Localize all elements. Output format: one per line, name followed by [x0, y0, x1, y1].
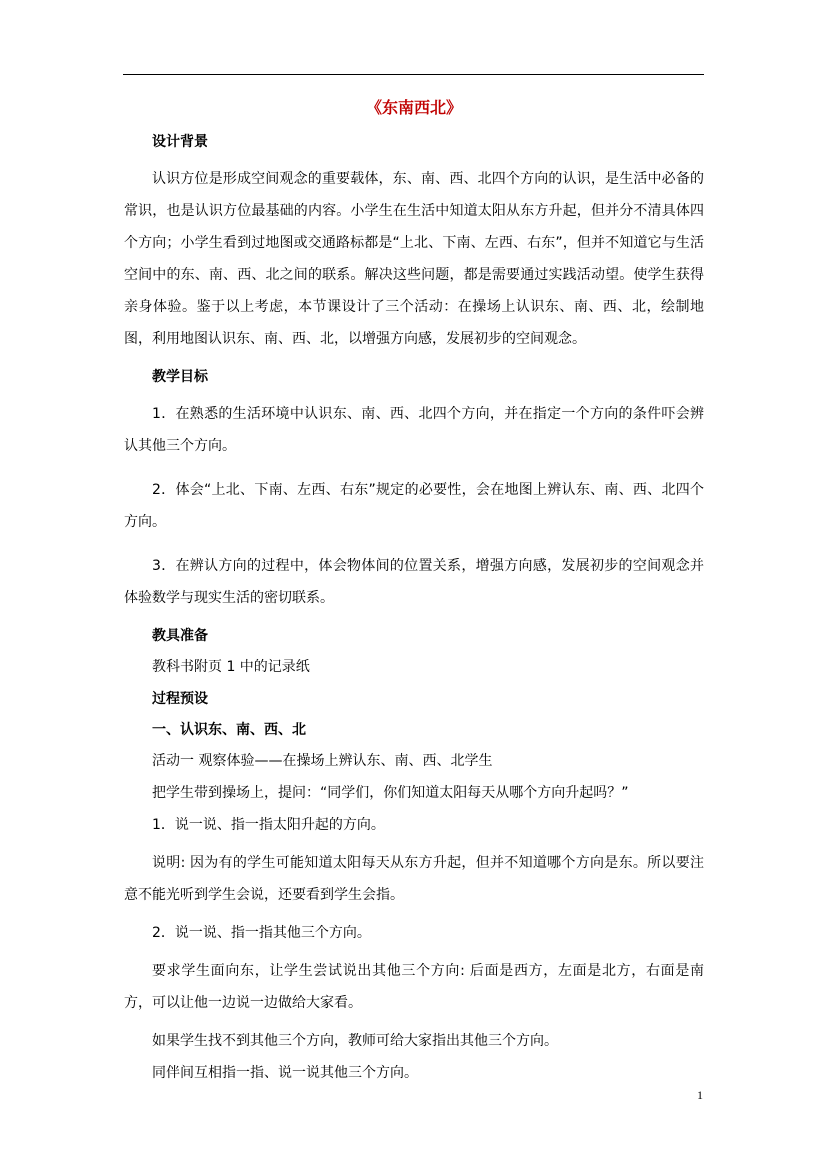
- peer-activity: 同伴间互相指一指、说一说其他三个方向。: [152, 1065, 418, 1081]
- activity-line: 活动一 观察体验——在操场上辨认东、南、西、北学生: [152, 753, 493, 769]
- document-title: 《东南西北》: [365, 98, 462, 117]
- materials-text: 教科书附页 1 中的记录纸: [152, 659, 310, 675]
- section-heading-materials: 教具准备: [152, 628, 208, 644]
- header-rule: [123, 74, 704, 75]
- background-paragraph: 认识方位是形成空间观念的重要载体，东、南、西、北四个方向的认识，是生活中必备的常识，也是认识方位最基础的内容。小学生在生活中知道太阳从东方升起，但并分不清具体四个方向；小学生看到过地图或交通路标都是“上北、下南、左西、右东”，但并不知道它与生活空间中的东、南、西、北之间的联系。解决这些问题，都是需要通过实践活动望。使学生获得亲身体验。鉴于以上考虑，本节课设计了三个活动：在操场上认识东、南、西、北，绘制地图，利用地图认识东、南、西、北，以增强方向感，发展初步的空间观念。: [124, 171, 704, 347]
- step-1: 1．说一说、指一指太阳升起的方向。: [152, 817, 385, 833]
- process-subheading: 一、认识东、南、西、北: [152, 722, 306, 738]
- teacher-note: 如果学生找不到其他三个方向，教师可给大家指出其他三个方向。: [152, 1033, 558, 1049]
- note-1: 说明: 因为有的学生可能知道太阳每天从东方升起，但并不知道哪个方向是东。所以要注意不能光听到学生会说，还要看到学生会指。: [124, 855, 704, 903]
- section-heading-goals: 教学目标: [152, 369, 208, 385]
- document-body: [124, 97, 704, 1095]
- lead-question: 把学生带到操场上，提问：“同学们，你们知道太阳每天从哪个方向升起吗？”: [152, 785, 629, 801]
- page-number: 1: [697, 1088, 703, 1102]
- goal-item-1: 1．在熟悉的生活环境中认识东、南、西、北四个方向，并在指定一个方向的条件吓会辨认其他三个方向。: [124, 406, 704, 454]
- goal-item-3: 3．在辨认方向的过程中，体会物体间的位置关系，增强方向感，发展初步的空间观念并体验数学与现实生活的密切联系。: [124, 558, 704, 606]
- instruction-paragraph: 要求学生面向东，让学生尝试说出其他三个方向: 后面是西方，左面是北方，右面是南方，可以让他一边说一边做给大家看。: [124, 963, 704, 1011]
- section-heading-process: 过程预设: [152, 691, 208, 707]
- section-heading-background: 设计背景: [152, 134, 208, 150]
- goal-item-2: 2．体会“上北、下南、左西、右东”规定的必要性，会在地图上辨认东、南、西、北四个方向。: [124, 482, 704, 530]
- step-2: 2．说一说、指一指其他三个方向。: [152, 925, 371, 941]
